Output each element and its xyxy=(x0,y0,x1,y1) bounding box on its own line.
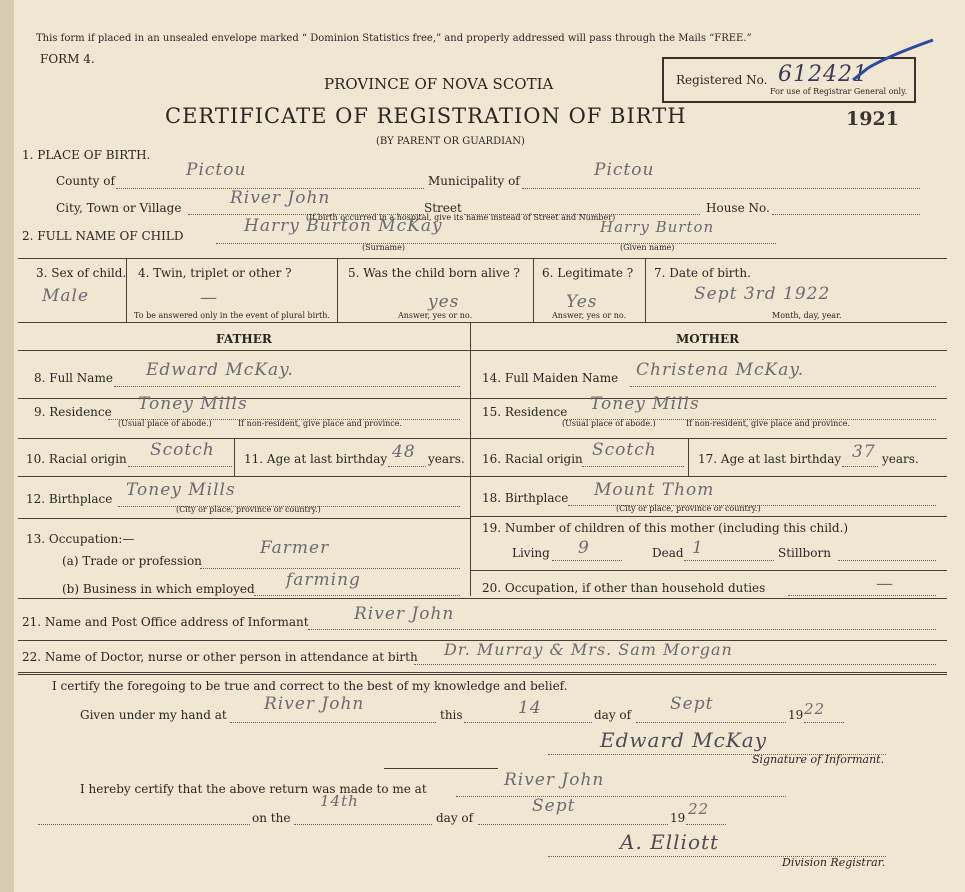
twin-label: 4. Twin, triplet or other ? xyxy=(138,266,292,280)
father-age-value: 48 xyxy=(392,442,416,462)
city-value: River John xyxy=(230,188,331,208)
informant-signature-label: Signature of Informant. xyxy=(752,753,885,766)
business-value: farming xyxy=(286,570,361,590)
county-label: County of xyxy=(56,174,115,188)
father-header: FATHER xyxy=(216,332,272,346)
place-of-birth-label: 1. PLACE OF BIRTH. xyxy=(22,148,151,162)
checkmark-icon xyxy=(848,36,938,86)
attendant-label: 22. Name of Doctor, nurse or other person in attendance at birth xyxy=(22,650,418,664)
this-label: this xyxy=(440,708,463,722)
born-alive-value: yes xyxy=(428,292,460,312)
hospital-note: (If birth occurred in a hospital, give its name instead of Street and Number) xyxy=(306,213,616,222)
page-edge xyxy=(0,0,14,892)
father-racial-label: 10. Racial origin xyxy=(26,452,127,466)
return-year-value: 22 xyxy=(688,800,710,818)
child-surname-value: Harry Burton McKay xyxy=(244,216,443,236)
given-year-value: 22 xyxy=(804,700,826,718)
registrar-note: For use of Registrar General only. xyxy=(770,87,908,96)
house-no-label: House No. xyxy=(706,201,770,215)
child-name-label: 2. FULL NAME OF CHILD xyxy=(22,229,184,243)
born-alive-note: Answer, yes or no. xyxy=(398,311,473,320)
mail-notice: This form if placed in an unsealed envelope marked “ Dominion Statistics free,” and properly addressed will pass through the Mails “FREE.” xyxy=(36,33,752,44)
registrar-statement: I hereby certify that the above return was made to me at xyxy=(80,782,427,796)
father-residence-value: Toney Mills xyxy=(138,394,248,414)
mother-racial-label: 16. Racial origin xyxy=(482,452,583,466)
given-under-label: Given under my hand at xyxy=(80,708,227,722)
city-label: City, Town or Village xyxy=(56,201,182,215)
trade-label: (a) Trade or profession xyxy=(62,554,202,568)
father-birthplace-note: (City or place, province or country.) xyxy=(176,505,321,514)
mother-age-label: 17. Age at last birthday xyxy=(698,452,842,466)
twin-value: — xyxy=(200,288,218,308)
registrar-signature-label: Division Registrar. xyxy=(782,856,886,869)
father-name-label: 8. Full Name xyxy=(34,371,113,385)
father-residence-label: 9. Residence xyxy=(34,405,112,419)
mother-birthplace-note: (City or place, province or country.) xyxy=(616,504,761,513)
living-value: 9 xyxy=(578,538,590,558)
mother-residence-label: 15. Residence xyxy=(482,405,568,419)
return-place-value: River John xyxy=(504,770,605,790)
children-count-label: 19. Number of children of this mother (including this child.) xyxy=(482,521,849,535)
given-month-value: Sept xyxy=(670,694,714,714)
mother-birthplace-label: 18. Birthplace xyxy=(482,491,569,505)
birth-date-label: 7. Date of birth. xyxy=(654,266,751,280)
dead-value: 1 xyxy=(692,538,704,558)
legitimate-value: Yes xyxy=(566,292,598,312)
mother-age-unit: years. xyxy=(882,452,919,466)
father-age-label: 11. Age at last birthday xyxy=(244,452,388,466)
dead-label: Dead xyxy=(652,546,684,560)
mother-age-value: 37 xyxy=(852,442,876,462)
trade-value: Farmer xyxy=(260,538,330,558)
mother-birthplace-value: Mount Thom xyxy=(594,480,715,500)
father-residence-note1: (Usual place of abode.) xyxy=(118,419,212,428)
business-label: (b) Business in which employed xyxy=(62,582,255,596)
father-name-value: Edward McKay. xyxy=(146,360,294,380)
occupation-label: 13. Occupation:— xyxy=(26,532,135,546)
county-value: Pictou xyxy=(186,160,247,180)
stillborn-label: Stillborn xyxy=(778,546,831,560)
father-birthplace-label: 12. Birthplace xyxy=(26,492,113,506)
father-residence-note2: If non-resident, give place and province. xyxy=(238,419,403,428)
on-the-label: on the xyxy=(252,811,291,825)
sex-value: Male xyxy=(42,286,90,306)
legitimate-note: Answer, yes or no. xyxy=(552,311,627,320)
return-month-value: Sept xyxy=(532,796,576,816)
mother-residence-note1: (Usual place of abode.) xyxy=(562,419,656,428)
surname-label: (Surname) xyxy=(362,243,405,252)
mother-residence-value: Toney Mills xyxy=(590,394,700,414)
return-day-value: 14th xyxy=(320,792,359,810)
given-place-value: River John xyxy=(264,694,365,714)
sex-label: 3. Sex of child. xyxy=(36,266,127,280)
attendant-value: Dr. Murray & Mrs. Sam Morgan xyxy=(444,640,733,659)
living-label: Living xyxy=(512,546,550,560)
page-subtitle: (BY PARENT OR GUARDIAN) xyxy=(376,136,525,147)
province-title: PROVINCE OF NOVA SCOTIA xyxy=(324,75,554,93)
mother-occupation-value: — xyxy=(876,574,894,594)
certify-statement: I certify the foregoing to be true and correct to the best of my knowledge and belief. xyxy=(52,679,568,693)
day-of-label: day of xyxy=(594,708,632,722)
father-racial-value: Scotch xyxy=(150,440,215,460)
year-prefix-2: 19 xyxy=(670,811,686,825)
birth-date-value: Sept 3rd 1922 xyxy=(694,284,831,304)
father-birthplace-value: Toney Mills xyxy=(126,480,236,500)
mother-name-label: 14. Full Maiden Name xyxy=(482,371,619,385)
street-label: Street xyxy=(424,201,462,215)
given-day-value: 14 xyxy=(518,698,542,718)
mother-header: MOTHER xyxy=(676,332,740,346)
registrar-signature: A. Elliott xyxy=(620,830,720,854)
born-alive-label: 5. Was the child born alive ? xyxy=(348,266,520,280)
mother-name-value: Christena McKay. xyxy=(636,360,805,380)
mother-residence-note2: If non-resident, give place and province. xyxy=(686,419,851,428)
registered-no-label: Registered No. xyxy=(676,73,768,87)
mother-occupation-label: 20. Occupation, if other than household duties xyxy=(482,581,766,595)
register-year: 1921 xyxy=(846,108,899,130)
return-day-of-label: day of xyxy=(436,811,474,825)
legitimate-label: 6. Legitimate ? xyxy=(542,266,634,280)
page-title: CERTIFICATE OF REGISTRATION OF BIRTH xyxy=(165,104,687,128)
year-prefix-1: 19 xyxy=(788,708,804,722)
municipality-label: Municipality of xyxy=(428,174,520,188)
twin-note: To be answered only in the event of plural birth. xyxy=(134,311,330,320)
father-age-unit: years. xyxy=(428,452,465,466)
form-number: FORM 4. xyxy=(40,52,95,66)
municipality-value: Pictou xyxy=(594,160,655,180)
informant-signature: Edward McKay xyxy=(600,728,768,752)
mother-racial-value: Scotch xyxy=(592,440,657,460)
informant-label: 21. Name and Post Office address of Informant xyxy=(22,615,309,629)
informant-value: River John xyxy=(354,604,455,624)
birth-date-note: Month, day, year. xyxy=(772,311,842,320)
child-given-value: Harry Burton xyxy=(600,218,715,236)
registered-no-value: 612421 xyxy=(778,62,868,87)
given-name-label: (Given name) xyxy=(620,243,675,252)
